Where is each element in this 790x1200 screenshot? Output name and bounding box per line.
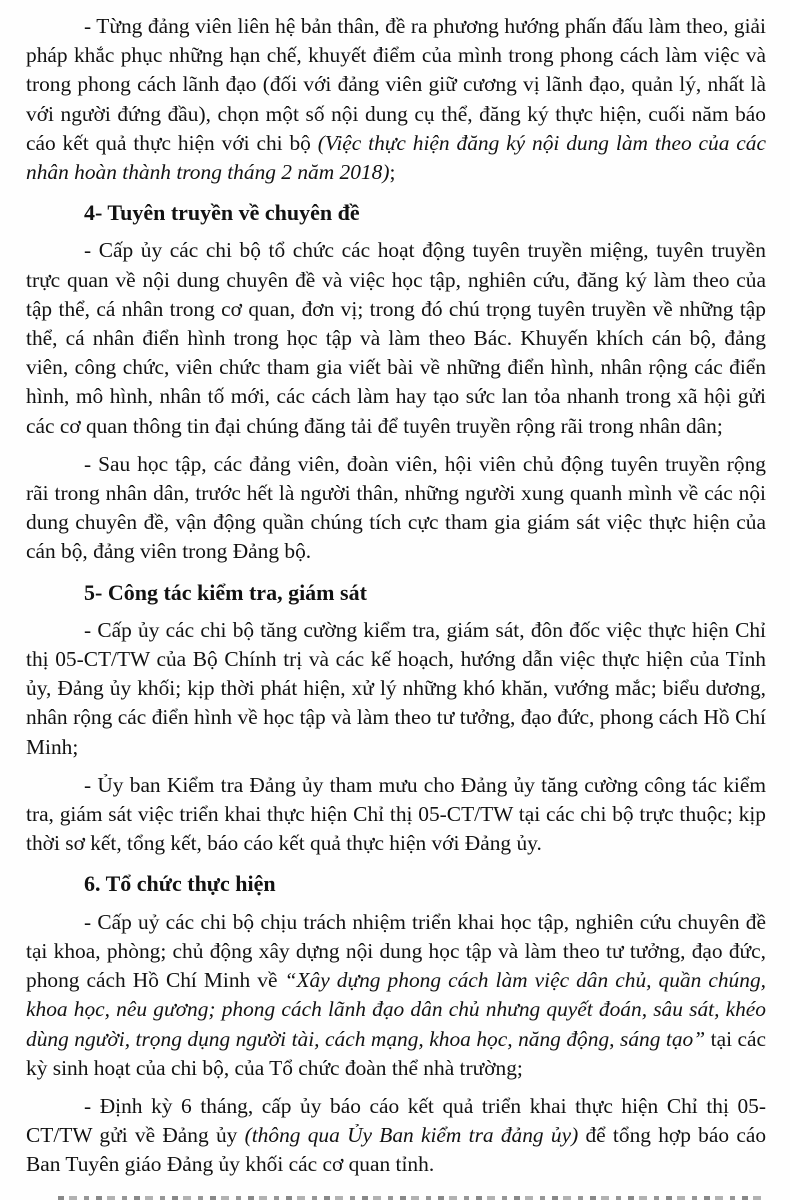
text-run: - Từng đảng viên liên hệ bản thân, đề ra phương hướng phấn đấu làm theo, giải pháp khắc phục những hạn chế, khuyết điểm của mình trong phong cách làm việc và trong phong cách lãnh đạo (đối với đảng viên giữ cương vị lãnh đạo, quản lý, nhất là với người đứng đầu), chọn một số nội dung cụ thể, đăng ký thực hiện, cuối năm báo cáo kết quả thực hiện với chi bộ	[26, 14, 766, 155]
document-body	[26, 12, 766, 1180]
paragraph-uy-ban-kiem-tra	[26, 771, 766, 859]
text-run: (thông qua Ủy Ban kiểm tra đảng ủy)	[244, 1123, 579, 1148]
text-run: tại các kỳ sinh hoạt của chi bộ, của Tổ chức đoàn thể nhà trường;	[26, 1026, 767, 1080]
paragraph-cap-uy-tuyen-truyen	[26, 236, 766, 440]
section-heading-5	[84, 578, 766, 607]
text-run: - Định kỳ 6 tháng, cấp ủy báo cáo kết quả triển khai thực hiện Chỉ thị 05-CT/TW gửi về Đảng ủy	[26, 1093, 766, 1148]
text-run: - Cấp ủy các chi bộ tăng cường kiểm tra, giám sát, đôn đốc việc thực hiện Chỉ thị 05-CT/TW của Bộ Chính trị và các kế hoạch, hướng dẫn việc thực hiện của Tỉnh ủy, Đảng ủy khối; kịp thời phát hiện, xử lý những khó khăn, vướng mắc; biểu dương, nhân rộng các điển hình về học tập và làm theo tư tưởng, đạo đức, phong cách Hồ Chí Minh;	[26, 617, 766, 759]
text-run: (Việc thực hiện đăng ký nội dung làm theo của các nhân hoàn thành trong tháng 2 năm 2018)	[26, 130, 766, 185]
paragraph-cap-uy-trien-khai	[26, 908, 766, 1083]
text-run: - Cấp uỷ các chi bộ chịu trách nhiệm triển khai học tập, nghiên cứu chuyên đề tại khoa, phòng; chủ động xây dựng nội dung học tập và làm theo tư tưởng, đạo đức, phong cách Hồ Chí Minh về	[26, 909, 766, 993]
paragraph-cap-uy-kiem-tra	[26, 616, 766, 762]
text-run: 6. Tổ chức thực hiện	[84, 871, 276, 897]
section-heading-4	[84, 198, 766, 227]
text-run: “Xây dựng phong cách làm việc dân chủ, quần chúng, khoa học, nêu gương; phong cách lãnh đạo dân chủ nhưng quyết đoán, sâu sát, khéo dùng người, trọng dụng người tài, cách mạng, khoa học, năng động, sáng tạo”	[26, 968, 766, 1051]
text-run: 5- Công tác kiểm tra, giám sát	[84, 579, 367, 605]
text-run: ;	[389, 160, 396, 185]
text-run: 4- Tuyên truyền về chuyên đề	[84, 200, 360, 226]
text-run: để tổng hợp báo cáo Ban Tuyên giáo Đảng ủy khối các cơ quan tỉnh.	[26, 1123, 767, 1177]
text-run: - Ủy ban Kiểm tra Đảng ủy tham mưu cho Đảng ủy tăng cường công tác kiểm tra, giám sát việc triển khai thực hiện Chỉ thị 05-CT/TW tại các chi bộ trực thuộc; kịp thời sơ kết, tổng kết, báo cáo kết quả thực hiện với Đảng ủy.	[26, 772, 766, 856]
truncated-text-line	[58, 1196, 768, 1200]
text-run: - Sau học tập, các đảng viên, đoàn viên, hội viên chủ động tuyên truyền rộng rãi trong nhân dân, trước hết là người thân, những người xung quanh mình về các nội dung chuyên đề, vận động quần chúng tích cực tham gia giám sát việc thực hiện của cán bộ, đảng viên trong Đảng bộ.	[26, 451, 766, 564]
section-heading-6	[84, 869, 766, 898]
text-run: - Cấp ủy các chi bộ tổ chức các hoạt động tuyên truyền miệng, tuyên truyền trực quan về nội dung chuyên đề và việc học tập, nghiên cứu, đăng ký làm theo của tập thể, cá nhân trong cơ quan, đơn vị; trong đó chú trọng tuyên truyền về những tập thể, cá nhân điển hình trong học tập và làm theo Bác. Khuyến khích cán bộ, đảng viên, công chức, viên chức tham gia viết bài về những điển hình, nhân rộng các điển hình, mô hình, nhân tố mới, các cách làm hay tạo sức lan tỏa nhanh trong xã hội gửi các cơ quan thông tin đại chúng đăng tải để tuyên truyền rộng rãi trong nhân dân;	[26, 238, 766, 438]
paragraph-sau-hoc-tap	[26, 450, 766, 567]
paragraph-dinh-ky-6-thang	[26, 1092, 766, 1180]
paragraph-dang-vien-lien-he	[26, 12, 766, 187]
